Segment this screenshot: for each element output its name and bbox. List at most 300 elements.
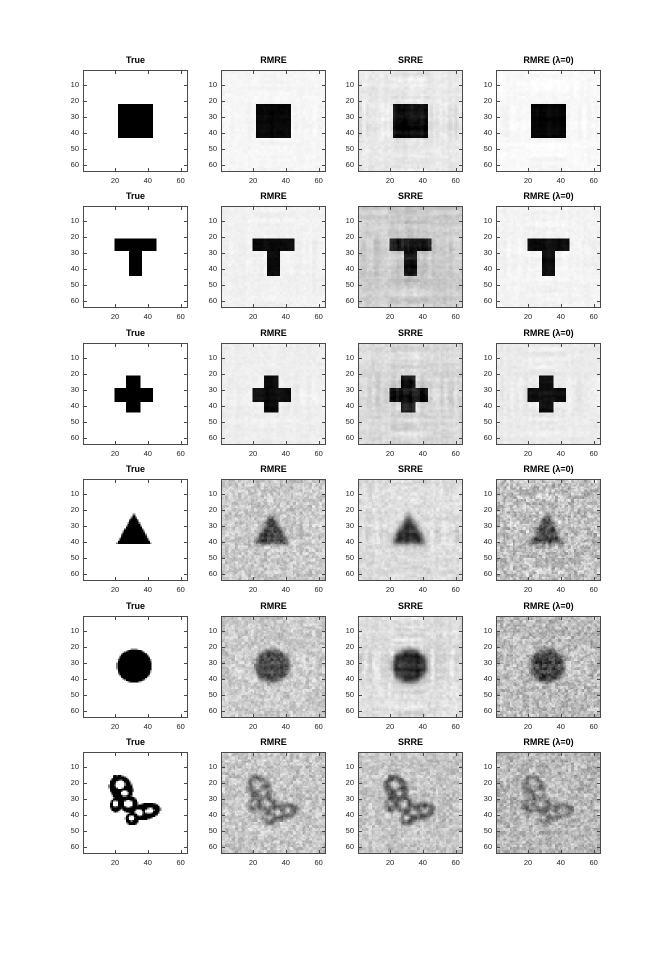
y-tick-mark (222, 767, 225, 768)
y-tick-label: 30 (70, 112, 79, 122)
y-tick-label: 50 (70, 416, 79, 426)
x-tick-mark (319, 441, 320, 444)
y-tick-label: 10 (70, 489, 79, 499)
x-tick-mark (390, 71, 391, 74)
y-tick-mark (359, 285, 362, 286)
y-tick-mark (359, 679, 362, 680)
x-tick-label: 40 (418, 449, 427, 458)
axes-box (83, 206, 188, 308)
x-tick-mark (594, 207, 595, 210)
y-tick-mark (597, 494, 600, 495)
y-tick-mark (184, 374, 187, 375)
x-tick-mark (181, 168, 182, 171)
x-tick-mark (148, 850, 149, 853)
axes-box (83, 752, 188, 854)
y-tick-mark (459, 494, 462, 495)
x-tick-mark (115, 168, 116, 171)
subplot-disk-true (70, 601, 188, 731)
axes-box (496, 479, 601, 581)
y-tick-label: 50 (70, 279, 79, 289)
x-tick-label: 40 (281, 722, 290, 731)
y-tick-mark (497, 285, 500, 286)
y-tick-mark (459, 711, 462, 712)
y-tick-mark (184, 253, 187, 254)
y-tick-label: 10 (70, 626, 79, 636)
y-tick-mark (222, 406, 225, 407)
y-tick-mark (84, 101, 87, 102)
y-tick-mark (84, 301, 87, 302)
y-tick-label: 60 (345, 568, 354, 578)
y-tick-label: 50 (483, 279, 492, 289)
x-tick-label: 40 (281, 858, 290, 867)
y-tick-label: 10 (70, 353, 79, 363)
y-tick-mark (497, 253, 500, 254)
y-tick-label: 20 (345, 369, 354, 379)
y-tick-mark (359, 815, 362, 816)
y-tick-mark (222, 133, 225, 134)
y-tick-label: 10 (345, 762, 354, 772)
x-tick-mark (561, 304, 562, 307)
y-tick-mark (597, 85, 600, 86)
y-tick-label: 30 (345, 112, 354, 122)
y-tick-mark (184, 574, 187, 575)
x-tick-mark (594, 753, 595, 756)
y-tick-mark (597, 165, 600, 166)
y-tick-mark (359, 542, 362, 543)
y-tick-mark (459, 406, 462, 407)
y-tick-mark (459, 526, 462, 527)
x-tick-mark (148, 304, 149, 307)
y-tick-label: 60 (70, 295, 79, 305)
y-tick-mark (184, 631, 187, 632)
x-tick-mark (456, 850, 457, 853)
y-tick-mark (597, 301, 600, 302)
y-tick-label: 40 (483, 673, 492, 683)
y-tick-mark (222, 438, 225, 439)
y-tick-label: 50 (483, 689, 492, 699)
y-tick-mark (184, 815, 187, 816)
heatmap-image (497, 753, 600, 853)
subplot-T-method1 (208, 191, 326, 321)
y-tick-mark (597, 799, 600, 800)
y-tick-mark (497, 558, 500, 559)
y-tick-label: 40 (208, 673, 217, 683)
y-tick-mark (497, 269, 500, 270)
axes-box (83, 343, 188, 445)
x-tick-label: 60 (314, 585, 323, 594)
x-tick-mark (319, 71, 320, 74)
y-tick-label: 30 (70, 794, 79, 804)
y-tick-mark (222, 542, 225, 543)
y-tick-mark (497, 133, 500, 134)
x-tick-mark (286, 577, 287, 580)
x-tick-mark (115, 344, 116, 347)
x-tick-label: 40 (556, 585, 565, 594)
panel-title: SRRE (397, 191, 423, 201)
x-tick-mark (115, 714, 116, 717)
x-tick-mark (594, 480, 595, 483)
subplot-T-method3 (483, 191, 601, 321)
y-tick-mark (359, 406, 362, 407)
y-tick-mark (222, 711, 225, 712)
x-tick-mark (181, 480, 182, 483)
x-tick-mark (115, 71, 116, 74)
y-tick-label: 30 (483, 385, 492, 395)
y-tick-mark (459, 847, 462, 848)
y-tick-label: 10 (345, 353, 354, 363)
y-tick-label: 60 (70, 432, 79, 442)
x-tick-mark (115, 617, 116, 620)
y-tick-mark (359, 253, 362, 254)
y-tick-mark (84, 510, 87, 511)
y-tick-mark (84, 783, 87, 784)
heatmap-image (359, 344, 462, 444)
heatmap-image (359, 753, 462, 853)
y-tick-mark (184, 301, 187, 302)
y-tick-label: 50 (483, 552, 492, 562)
subplot-T-method2 (345, 191, 463, 321)
x-tick-label: 40 (556, 449, 565, 458)
y-tick-mark (84, 695, 87, 696)
y-tick-mark (459, 799, 462, 800)
y-tick-label: 30 (70, 248, 79, 258)
y-tick-label: 60 (483, 295, 492, 305)
y-tick-label: 10 (208, 216, 217, 226)
x-tick-label: 20 (248, 858, 258, 867)
y-tick-mark (359, 390, 362, 391)
y-tick-mark (497, 767, 500, 768)
y-tick-label: 60 (483, 568, 492, 578)
y-tick-mark (359, 237, 362, 238)
y-tick-label: 20 (70, 778, 79, 788)
y-tick-mark (497, 831, 500, 832)
y-tick-label: 20 (70, 642, 79, 652)
y-tick-label: 20 (483, 96, 492, 106)
x-tick-mark (528, 577, 529, 580)
y-tick-label: 20 (483, 232, 492, 242)
y-tick-mark (222, 526, 225, 527)
axes-box (221, 616, 326, 718)
x-tick-label: 60 (176, 449, 185, 458)
x-tick-label: 60 (176, 585, 185, 594)
axes-box (83, 479, 188, 581)
x-tick-label: 20 (110, 176, 120, 185)
y-tick-mark (497, 631, 500, 632)
axes-box (221, 479, 326, 581)
x-tick-mark (390, 480, 391, 483)
y-tick-mark (459, 237, 462, 238)
y-tick-label: 50 (208, 825, 217, 835)
y-tick-label: 60 (345, 432, 354, 442)
y-tick-mark (222, 558, 225, 559)
y-tick-mark (222, 847, 225, 848)
x-tick-label: 60 (589, 176, 598, 185)
y-tick-label: 50 (345, 416, 354, 426)
y-tick-label: 10 (483, 80, 492, 90)
y-tick-mark (322, 847, 325, 848)
x-tick-mark (253, 617, 254, 620)
x-tick-mark (253, 71, 254, 74)
y-tick-label: 50 (345, 279, 354, 289)
y-tick-mark (597, 679, 600, 680)
y-tick-mark (597, 406, 600, 407)
x-tick-mark (253, 207, 254, 210)
x-tick-mark (561, 441, 562, 444)
x-tick-mark (528, 441, 529, 444)
y-tick-mark (84, 253, 87, 254)
y-tick-mark (597, 149, 600, 150)
x-tick-mark (148, 207, 149, 210)
x-tick-mark (528, 753, 529, 756)
subplot-square-true (70, 55, 188, 185)
y-tick-label: 60 (70, 841, 79, 851)
y-tick-mark (222, 221, 225, 222)
x-tick-mark (390, 304, 391, 307)
y-tick-mark (497, 647, 500, 648)
y-tick-label: 10 (208, 762, 217, 772)
x-tick-label: 60 (451, 176, 460, 185)
y-tick-label: 30 (208, 658, 217, 668)
x-tick-label: 40 (143, 585, 152, 594)
y-tick-mark (322, 799, 325, 800)
heatmap-image (497, 207, 600, 307)
y-tick-label: 50 (70, 552, 79, 562)
axes-box (496, 70, 601, 172)
x-tick-mark (594, 577, 595, 580)
y-tick-label: 20 (483, 778, 492, 788)
axes-box (496, 343, 601, 445)
x-tick-label: 20 (248, 585, 258, 594)
y-tick-mark (222, 285, 225, 286)
y-tick-label: 10 (483, 762, 492, 772)
y-tick-label: 60 (70, 705, 79, 715)
y-tick-label: 30 (208, 385, 217, 395)
subplot-disk-method1 (208, 601, 326, 731)
y-tick-label: 20 (483, 369, 492, 379)
y-tick-label: 10 (345, 626, 354, 636)
y-tick-mark (222, 695, 225, 696)
y-tick-mark (184, 831, 187, 832)
x-tick-label: 60 (589, 858, 598, 867)
y-tick-mark (359, 422, 362, 423)
y-tick-mark (459, 663, 462, 664)
y-tick-mark (322, 253, 325, 254)
y-tick-mark (597, 783, 600, 784)
y-tick-mark (497, 237, 500, 238)
y-tick-mark (222, 165, 225, 166)
y-tick-mark (497, 815, 500, 816)
x-tick-mark (528, 617, 529, 620)
x-tick-mark (390, 207, 391, 210)
x-tick-mark (253, 168, 254, 171)
y-tick-label: 10 (208, 489, 217, 499)
y-tick-mark (497, 574, 500, 575)
y-tick-mark (322, 269, 325, 270)
y-tick-mark (184, 494, 187, 495)
y-tick-mark (84, 117, 87, 118)
x-tick-mark (286, 850, 287, 853)
y-tick-mark (184, 647, 187, 648)
y-tick-label: 40 (483, 809, 492, 819)
axes-box (358, 616, 463, 718)
y-tick-mark (222, 494, 225, 495)
y-tick-mark (184, 558, 187, 559)
y-tick-mark (322, 85, 325, 86)
y-tick-mark (459, 149, 462, 150)
y-tick-mark (597, 253, 600, 254)
x-tick-mark (456, 168, 457, 171)
y-tick-mark (459, 647, 462, 648)
y-tick-mark (597, 510, 600, 511)
y-tick-mark (359, 767, 362, 768)
y-tick-label: 60 (208, 432, 217, 442)
heatmap-image (222, 344, 325, 444)
y-tick-mark (359, 695, 362, 696)
x-tick-mark (423, 207, 424, 210)
y-tick-mark (497, 358, 500, 359)
x-tick-label: 20 (523, 722, 533, 731)
panel-title: True (125, 191, 145, 201)
y-tick-mark (497, 165, 500, 166)
heatmap-image (84, 617, 187, 717)
y-tick-mark (497, 438, 500, 439)
x-tick-mark (456, 577, 457, 580)
y-tick-mark (322, 767, 325, 768)
y-tick-mark (222, 269, 225, 270)
y-tick-label: 30 (345, 521, 354, 531)
x-tick-label: 20 (385, 312, 395, 321)
panel-title: RMRE (λ=0) (523, 328, 574, 338)
y-tick-mark (597, 574, 600, 575)
x-tick-mark (319, 480, 320, 483)
y-tick-mark (459, 253, 462, 254)
y-tick-mark (84, 815, 87, 816)
y-tick-label: 50 (208, 689, 217, 699)
y-tick-label: 50 (70, 825, 79, 835)
y-tick-label: 30 (345, 658, 354, 668)
y-tick-mark (459, 574, 462, 575)
x-tick-label: 40 (556, 858, 565, 867)
x-tick-mark (286, 304, 287, 307)
y-tick-mark (359, 526, 362, 527)
y-tick-mark (322, 542, 325, 543)
y-tick-label: 20 (70, 96, 79, 106)
y-tick-label: 40 (208, 809, 217, 819)
y-tick-label: 50 (70, 689, 79, 699)
y-tick-mark (184, 847, 187, 848)
y-tick-label: 60 (208, 295, 217, 305)
y-tick-mark (222, 101, 225, 102)
x-tick-label: 20 (523, 176, 533, 185)
y-tick-label: 20 (208, 232, 217, 242)
y-tick-mark (459, 631, 462, 632)
x-tick-mark (390, 168, 391, 171)
y-tick-mark (322, 149, 325, 150)
x-tick-mark (594, 304, 595, 307)
panel-title: RMRE (λ=0) (523, 55, 574, 65)
y-tick-mark (322, 574, 325, 575)
x-tick-mark (390, 753, 391, 756)
y-tick-label: 40 (345, 673, 354, 683)
y-tick-label: 60 (208, 705, 217, 715)
y-tick-mark (84, 390, 87, 391)
x-tick-mark (561, 344, 562, 347)
axes-box (358, 70, 463, 172)
axes-box (358, 343, 463, 445)
y-tick-mark (184, 101, 187, 102)
panel-title: RMRE (λ=0) (523, 191, 574, 201)
y-tick-label: 40 (208, 263, 217, 273)
y-tick-label: 60 (70, 568, 79, 578)
y-tick-mark (322, 117, 325, 118)
y-tick-label: 50 (345, 825, 354, 835)
x-tick-label: 40 (143, 449, 152, 458)
y-tick-mark (222, 301, 225, 302)
x-tick-mark (528, 480, 529, 483)
x-tick-mark (456, 753, 457, 756)
x-tick-mark (528, 168, 529, 171)
y-tick-mark (497, 711, 500, 712)
x-tick-label: 20 (385, 858, 395, 867)
y-tick-mark (322, 438, 325, 439)
x-tick-mark (286, 714, 287, 717)
y-tick-mark (459, 815, 462, 816)
x-tick-mark (181, 304, 182, 307)
y-tick-label: 30 (70, 385, 79, 395)
y-tick-label: 40 (70, 127, 79, 137)
y-tick-mark (184, 663, 187, 664)
x-tick-mark (456, 207, 457, 210)
y-tick-mark (222, 253, 225, 254)
y-tick-mark (497, 799, 500, 800)
x-tick-mark (115, 304, 116, 307)
y-tick-mark (222, 85, 225, 86)
y-tick-label: 40 (70, 809, 79, 819)
x-tick-label: 20 (110, 449, 120, 458)
x-tick-label: 40 (281, 312, 290, 321)
x-tick-label: 60 (176, 858, 185, 867)
x-tick-mark (286, 753, 287, 756)
y-tick-mark (459, 85, 462, 86)
y-tick-mark (459, 301, 462, 302)
x-tick-label: 20 (110, 312, 120, 321)
x-tick-label: 40 (556, 722, 565, 731)
y-tick-mark (359, 85, 362, 86)
panel-title: RMRE (260, 601, 287, 611)
y-tick-mark (322, 663, 325, 664)
x-tick-mark (423, 850, 424, 853)
subplot-triangle-method2 (345, 464, 463, 594)
x-tick-mark (115, 480, 116, 483)
x-tick-label: 60 (314, 176, 323, 185)
y-tick-mark (84, 799, 87, 800)
x-tick-mark (115, 577, 116, 580)
panel-title: RMRE (λ=0) (523, 737, 574, 747)
x-tick-label: 60 (451, 449, 460, 458)
y-tick-mark (359, 269, 362, 270)
x-tick-mark (319, 850, 320, 853)
y-tick-mark (84, 133, 87, 134)
y-tick-mark (84, 221, 87, 222)
y-tick-mark (222, 422, 225, 423)
heatmap-image (497, 617, 600, 717)
y-tick-mark (322, 101, 325, 102)
y-tick-label: 20 (70, 232, 79, 242)
y-tick-mark (184, 799, 187, 800)
y-tick-label: 30 (208, 248, 217, 258)
y-tick-mark (597, 647, 600, 648)
x-tick-label: 20 (248, 449, 258, 458)
